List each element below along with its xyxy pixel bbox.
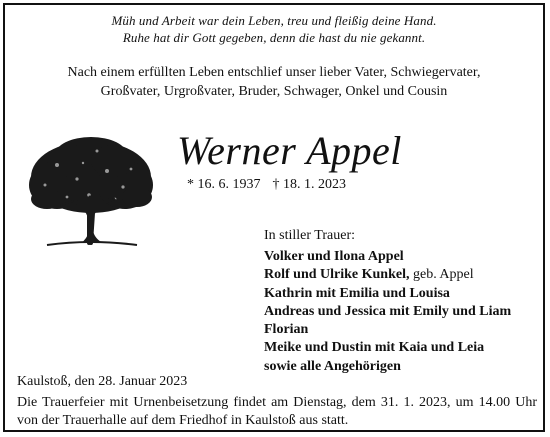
mourner-note: geb. Appel bbox=[409, 267, 474, 283]
birth-date: * 16. 6. 1937 bbox=[187, 177, 261, 192]
motto bbox=[5, 12, 543, 46]
mourners-label: In stiller Trauer: bbox=[264, 228, 355, 243]
intro-text bbox=[5, 63, 543, 101]
mourner-line: Florian bbox=[264, 322, 309, 338]
place-date: Kaulstoß, den 28. Januar 2023 bbox=[17, 374, 188, 389]
funeral-notice: Die Trauerfeier mit Urnenbeisetzung findet am Dienstag, dem 31. 1. 2023, um 14.00 Uhr von der Trauerhalle auf dem Friedhof in Kaulstoß aus statt. bbox=[17, 395, 537, 428]
mourner-names: Rolf und Ulrike Kunkel, bbox=[264, 267, 410, 283]
death-date: † 18. 1. 2023 bbox=[272, 177, 346, 192]
mourner-line: sowie alle Angehörigen bbox=[264, 358, 401, 374]
mourner-line bbox=[264, 266, 536, 284]
motto-line-1: Müh und Arbeit war dein Leben, treu und fleißig deine Hand. bbox=[111, 13, 437, 28]
deceased-name: Werner Appel bbox=[177, 128, 402, 173]
mourner-line: Meike und Dustin mit Kaia und Leia bbox=[264, 340, 485, 356]
mourner-line: Kathrin mit Emilia und Louisa bbox=[264, 285, 450, 301]
obituary-card bbox=[3, 3, 545, 432]
intro-line-2: Großvater, Urgroßvater, Bruder, Schwager, Onkel und Cousin bbox=[100, 84, 448, 99]
intro-line-1: Nach einem erfüllten Leben entschlief unser lieber Vater, Schwiegervater, bbox=[67, 65, 481, 80]
tree-icon bbox=[27, 135, 155, 251]
mourner-line: Andreas und Jessica mit Emily und Liam bbox=[264, 303, 512, 319]
mourner-line: Volker und Ilona Appel bbox=[264, 249, 404, 264]
life-dates bbox=[187, 176, 346, 194]
mourners-list bbox=[264, 248, 536, 376]
motto-line-2: Ruhe hat dir Gott gegeben, denn die hast du nie gekannt. bbox=[122, 30, 426, 45]
